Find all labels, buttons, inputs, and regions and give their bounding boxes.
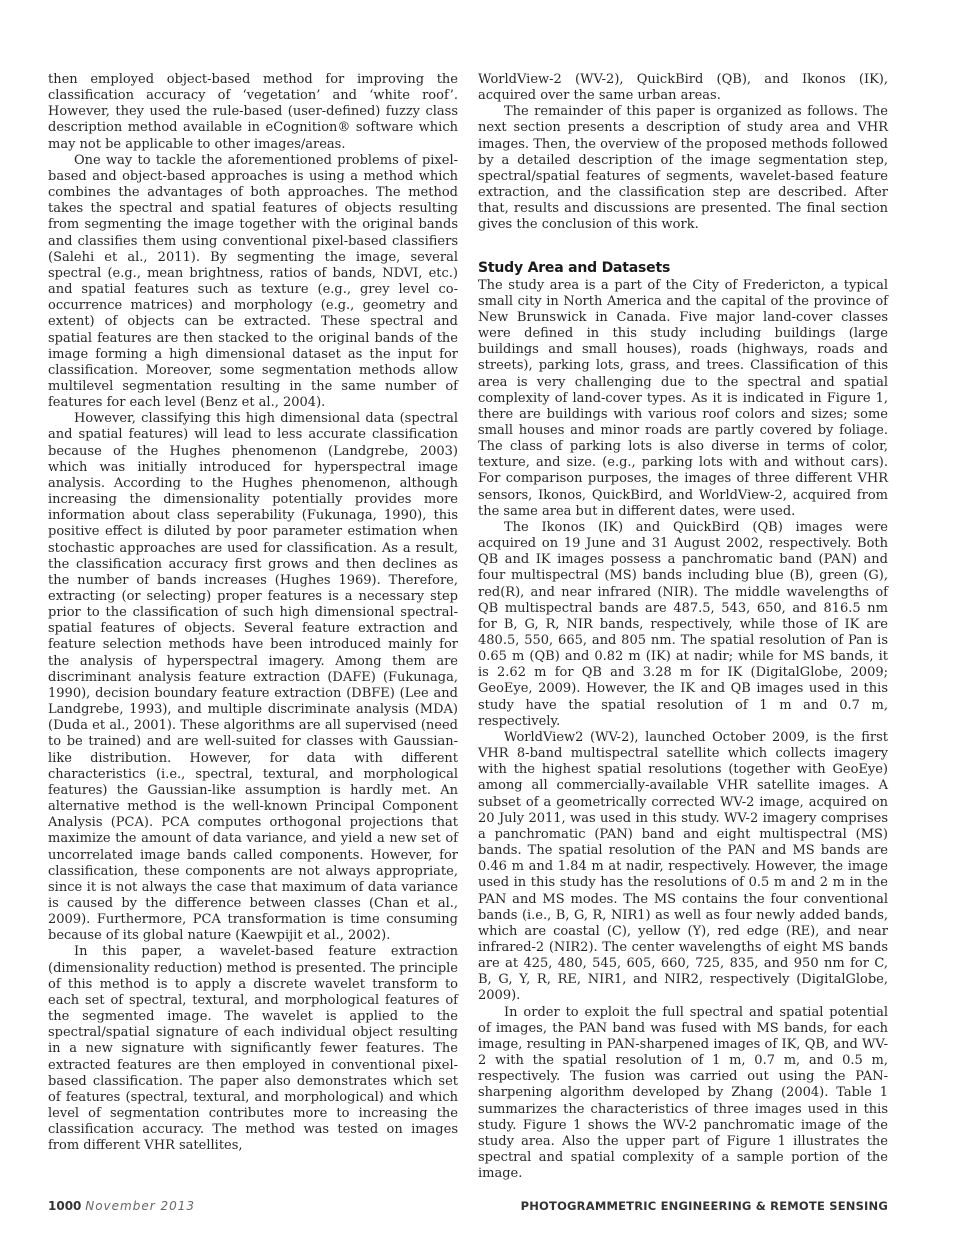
body-paragraph: WorldView2 (WV-2), launched October 2009, is the first VHR 8-band multispectral satellite which collects imagery with the highest spatial resolutions (together with GeoEye) among all commercially-available VHR satellite images. A subset of a geometrically corrected WV-2 image, acquired on 20 July 2011, was used in this study. WV-2 imagery comprises a panchromatic (PAN) band and eight multispectral (MS) bands. The spatial resolution of the PAN and MS bands are 0.46 m and 1.84 m at nadir, respectively. However, the image used in this study has the resolutions of 0.5 m and 2 m in the PAN and MS modes. The MS contains the four conventional bands (i.e., B, G, R, NIR1) as well as four newly added bands, which are coastal (C), yellow (Y), red edge (RE), and near infrared-2 (NIR2). The center wavelengths of eight MS bands are at 425, 480, 545, 605, 660, 725, 835, and 950 nm for C, B, G, Y, R, RE, NIR1, and NIR2, respectively (DigitalGlobe, 2009). (478, 729, 888, 1004)
body-paragraph: WorldView-2 (WV-2), QuickBird (QB), and Ikonos (IK), acquired over the same urban areas. (478, 72, 888, 104)
body-paragraph: The remainder of this paper is organized as follows. The next section presents a description of study area and VHR images. Then, the overview of the proposed methods followed by a detailed description of the image segmentation step, spectral/spatial features of segments, wavelet-based feature extraction, and the classification step are described. After that, results and discussions are presented. The final section gives the conclusion of this work. (478, 104, 888, 233)
page-footer-left (48, 1199, 195, 1213)
body-paragraph: then employed object-based method for improving the classification accuracy of ‘vegetation’ and ‘white roof’. However, they used the rule-based (user-defined) fuzzy class description method available in eCognition® software which may not be applicable to other images/areas. (48, 72, 458, 152)
journal-name: PHOTOGRAMMETRIC ENGINEERING & REMOTE SENSING (520, 1199, 888, 1213)
page-number: 1000 (48, 1199, 82, 1213)
body-paragraph: One way to tackle the aforementioned problems of pixel-based and object-based approaches is using a method which combines the advantages of both approaches. The method takes the spectral and spatial features of objects resulting from segmenting the image together with the original bands and classifies them using conventional pixel-based classifiers (Salehi et al., 2011). By segmenting the image, several spectral (e.g., mean brightness, ratios of bands, NDVI, etc.) and spatial features such as texture (e.g., grey level co-occurrence matrices) and morphology (e.g., geometry and extent) of objects can be extracted. These spectral and spatial features are then stacked to the original bands of the image forming a high dimensional dataset as the input for classification. Moreover, some segmentation methods allow multilevel segmentation resulting in the same number of features for each level (Benz et al., 2004). (48, 152, 458, 411)
right-column (478, 72, 888, 1182)
body-paragraph: In this paper, a wavelet-based feature extraction (dimensionality reduction) method is presented. The principle of this method is to apply a discrete wavelet transform to each set of spectral, textural, and morphological features of the segmented image. The wavelet is applied to the spectral/spatial signature of each individual object resulting in a new signature with significantly fewer features. The extracted features are then employed in conventional pixel-based classification. The paper also demonstrates which set of features (spectral, textural, and morphological) and which level of segmentation contributes more to increasing the classification accuracy. The method was tested on images from different VHR satellites, (48, 944, 458, 1154)
body-paragraph: The study area is a part of the City of Fredericton, a typical small city in North America and the capital of the province of New Brunswick in Canada. Five major land-cover classes were defined in this study including buildings (large buildings and small houses), roads (highways, roads and streets), parking lots, grass, and trees. Classification of this area is very challenging due to the spectral and spatial complexity of land-cover types. As it is indicated in Figure 1, there are buildings with various roof colors and sizes; some small houses and minor roads are partly covered by foliage. The class of parking lots is also diverse in terms of color, texture, and size. (e.g., parking lots with and without cars). For comparison purposes, the images of three different VHR sensors, Ikonos, QuickBird, and WorldView-2, acquired from the same area but in different dates, were used. (478, 277, 888, 519)
section-heading: Study Area and Datasets (478, 259, 671, 276)
body-paragraph: In order to exploit the full spectral and spatial potential of images, the PAN band was fused with MS bands, for each image, resulting in PAN-sharpened images of IK, QB, and WV-2 with the spatial resolution of 1 m, 0.7 m, and 0.5 m, respectively. The fusion was carried out using the PAN-sharpening algorithm developed by Zhang (2004). Table 1 summarizes the characteristics of three images used in this study. Figure 1 shows the WV-2 panchromatic image of the study area. Also the upper part of Figure 1 illustrates the spectral and spatial complexity of a sample portion of the image. (478, 1004, 888, 1182)
left-column (48, 72, 458, 1154)
body-paragraph: The Ikonos (IK) and QuickBird (QB) images were acquired on 19 June and 31 August 2002, respectively. Both QB and IK images possess a panchromatic band (PAN) and four multispectral (MS) bands including blue (B), green (G), red(R), and near infrared (NIR). The middle wavelengths of QB multispectral bands are 487.5, 543, 650, and 816.5 nm for B, G, R, NIR bands, respectively, while those of IK are 480.5, 550, 665, and 805 nm. The spatial resolution of Pan is 0.65 m (QB) and 0.82 m (IK) at nadir; while for MS bands, it is 2.62 m for QB and 3.28 m for IK (DigitalGlobe, 2009; GeoEye, 2009). However, the IK and QB images used in this study have the spatial resolution of 1 m and 0.7 m, respectively. (478, 519, 888, 729)
issue-date: November 2013 (85, 1199, 196, 1213)
body-paragraph: However, classifying this high dimensional data (spectral and spatial features) will lead to less accurate classification because of the Hughes phenomenon (Landgrebe, 2003) which was initially introduced for hyperspectral image analysis. According to the Hughes phenomenon, although increasing the dimensionality potentially provides more information about class seperability (Fukunaga, 1990), this positive effect is diluted by poor parameter estimation when stochastic approaches are used for classification. As a result, the classification accuracy first grows and then declines as the number of bands increases (Hughes 1969). Therefore, extracting (or selecting) proper features is a necessary step prior to the classification of such high dimensional spectral-spatial features of objects. Several feature extraction and feature selection methods have been introduced mainly for the analysis of hyperspectral imagery. Among them are discriminant analysis feature extraction (DAFE) (Fukunaga, 1990), decision boundary feature extraction (DBFE) (Lee and Landgrebe, 1993), and multiple discriminate analysis (MDA) (Duda et al., 2001). These algorithms are all supervised (need to be trained) and are well-suited for classes with Gaussian-like distribution. However, for data with different characteristics (i.e., spectral, textural, and morphological features) the Gaussian-like assumption is hardly met. An alternative method is the well-known Principal Component Analysis (PCA). PCA computes orthogonal projections that maximize the amount of data variance, and yield a new set of uncorrelated image bands called components. However, for classification, these components are not always appropriate, since it is not always the case that maximum of data variance is caused by the difference between classes (Chan et al., 2009). Furthermore, PCA transformation is time consuming because of its global nature (Kaewpijit et al., 2002). (48, 411, 458, 944)
